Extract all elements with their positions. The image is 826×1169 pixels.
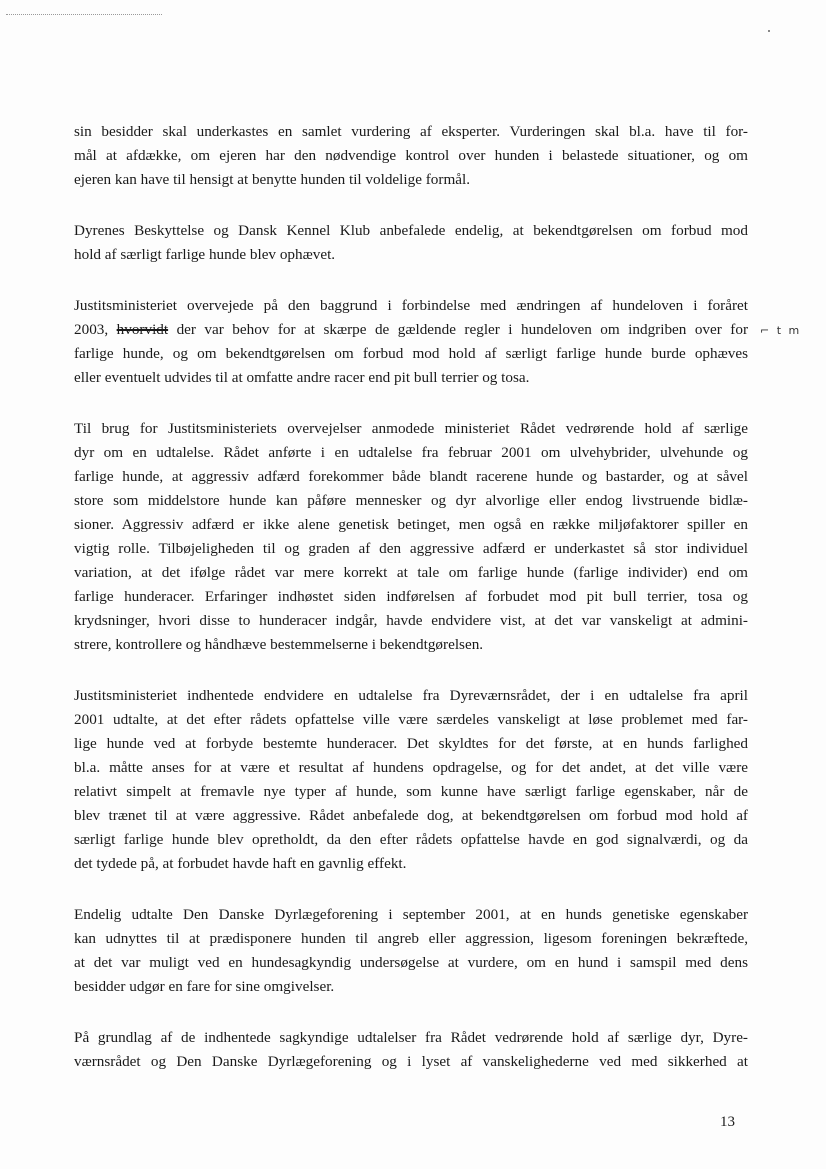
- line-part-before: 2003,: [74, 321, 117, 338]
- text-line: lige hunde ved at forbyde bestemte hunderacer. Det skyldtes for det første, at en hunds farlighed: [74, 735, 748, 752]
- text-line: Justitsministeriet indhentede endvidere en udtalelse fra Dyreværnsrådet, der i en udtalelse fra april: [74, 687, 748, 704]
- text-line: farlige hunde, at aggressiv adfærd forekommer både blandt racerene hunde og bastarder, og at såvel: [74, 468, 748, 485]
- text-line: farlige hunderacer. Erfaringer indhøstet siden indførelsen af forbudet mod pit bull terrier, tosa og: [74, 588, 748, 605]
- text-line: det tydede på, at forbudet havde haft en gavnlig effekt.: [74, 855, 407, 872]
- text-line-with-strikethrough: [74, 318, 748, 342]
- text-line: mål at afdække, om ejeren har den nødvendige kontrol over hunden i belastede situationer, og om: [74, 147, 748, 164]
- paragraph-4: [74, 417, 748, 657]
- text-line: blev trænet til at være aggressive. Rådet anbefalede dog, at bekendtgørelsen om forbud mod hold af: [74, 807, 748, 824]
- text-line: sioner. Aggressiv adfærd er ikke alene genetisk betinget, men også en række miljøfaktorer spiller en: [74, 516, 748, 533]
- text-line: krydsninger, hvori disse to hunderacer indgår, havde endvidere vist, at det var vanskeligt at admini-: [74, 612, 748, 629]
- text-line: bl.a. måtte anses for at være et resultat af hundens opdragelse, og for det andet, at det ville være: [74, 759, 748, 776]
- text-line: ejeren kan have til hensigt at benytte hunden til voldelige formål.: [74, 171, 471, 188]
- text-line: sin besidder skal underkastes en samlet vurdering af eksperter. Vurderingen skal bl.a. have til for-: [74, 123, 748, 140]
- text-line: relativt simpelt at fremavle nye typer af hunde, som kunne have særligt farlige egenskaber, når de: [74, 783, 748, 800]
- text-line: dyr om en udtalelse. Rådet anførte i en udtalelse fra februar 2001 om ulvehybrider, ulvehunde og: [74, 444, 748, 461]
- body-text: [74, 120, 748, 1101]
- text-line: På grundlag af de indhentede sagkyndige udtalelser fra Rådet vedrørende hold af særlige dyr, Dyre-: [74, 1029, 748, 1046]
- scan-artifact-line: [6, 14, 162, 15]
- text-line: besidder udgør en fare for sine omgivelser.: [74, 978, 335, 995]
- text-line: Endelig udtalte Den Danske Dyrlægeforening i september 2001, at en hunds genetiske egenskaber: [74, 906, 748, 923]
- line-part-after: der var behov for at skærpe de gældende regler i hundeloven om indgriben over for: [168, 321, 749, 338]
- text-line: særligt farlige hunde blev opretholdt, da den efter rådets opfattelse havde en god signalværdi, og da: [74, 831, 748, 848]
- text-line: variation, at det ifølge rådet var mere korrekt at tale om farlige hunde (farlige individer) end om: [74, 564, 748, 581]
- text-line: vigtig rolle. Tilbøjeligheden til og graden af den aggressive adfærd er underkastet så stor individuel: [74, 540, 748, 557]
- page-number: 13: [720, 1114, 735, 1130]
- scan-artifact-dot: [768, 30, 770, 32]
- paragraph-2: [74, 219, 748, 267]
- text-line: 2001 udtalte, at det efter rådets opfattelse ville være særdeles vanskeligt at løse problemet med far-: [74, 711, 748, 728]
- text-line: hold af særligt farlige hunde blev ophævet.: [74, 246, 336, 263]
- paragraph-1: [74, 120, 748, 192]
- text-line: store som middelstore hunde kan påføre mennesker og dyr alvorlige eller endog livstruende bidlæ-: [74, 492, 748, 509]
- text-line: at det var muligt ved en hundesagkyndig undersøgelse at vurdere, om en hund i samspil med dens: [74, 954, 748, 971]
- paragraph-5: [74, 684, 748, 876]
- paragraph-7: [74, 1026, 748, 1074]
- text-line: kan udnyttes til at prædisponere hunden til angreb eller aggression, ligesom foreningen bekræftede,: [74, 930, 748, 947]
- paragraph-6: [74, 903, 748, 999]
- text-line: Dyrenes Beskyttelse og Dansk Kennel Klub anbefalede endelig, at bekendtgørelsen om forbud mod: [74, 222, 748, 239]
- text-line: strere, kontrollere og håndhæve bestemmelserne i bekendtgørelsen.: [74, 636, 484, 653]
- text-line: eller eventuelt udvides til at omfatte andre racer end pit bull terrier og tosa.: [74, 369, 530, 386]
- handwritten-margin-note: ⌐ t m: [760, 324, 802, 337]
- struck-word: hvorvidt: [116, 321, 169, 338]
- text-line: Justitsministeriet overvejede på den baggrund i forbindelse med ændringen af hundeloven i foråret: [74, 297, 748, 314]
- text-line: farlige hunde, og om bekendtgørelsen om forbud mod hold af særligt farlige hunde burde ophæves: [74, 345, 748, 362]
- paragraph-3: [74, 294, 748, 390]
- text-line: værnsrådet og Den Danske Dyrlægeforening og i lyset af vanskelighederne ved med sikkerhed at: [74, 1053, 748, 1070]
- text-line: Til brug for Justitsministeriets overvejelser anmodede ministeriet Rådet vedrørende hold af særlige: [74, 420, 748, 437]
